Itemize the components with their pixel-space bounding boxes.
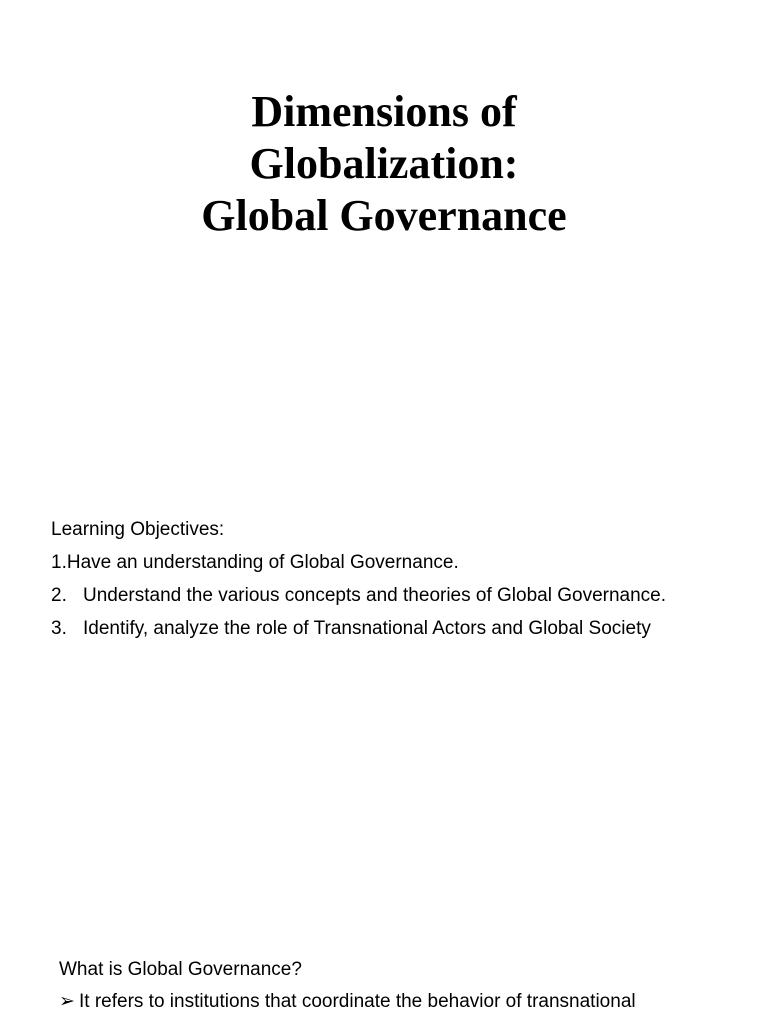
slide-title <box>0 0 768 500</box>
objective-item <box>51 617 741 641</box>
objective-number: 1. <box>51 552 67 573</box>
question-heading: What is Global Governance? <box>59 959 302 980</box>
arrowhead-bullet-icon: ➢ <box>59 991 75 1012</box>
objective-item <box>51 584 741 608</box>
objectives-list <box>51 518 741 650</box>
definition-section <box>59 958 759 1014</box>
objective-number: 2. <box>51 585 67 606</box>
objectives-heading: Learning Objectives: <box>51 519 225 540</box>
title-line-2: Globalization: <box>249 139 519 188</box>
objective-text: Understand the various concepts and theories of Global Governance. <box>83 585 667 606</box>
definition-text: It refers to institutions that coordinate the behavior of transnational <box>79 991 636 1012</box>
slide-what-is-global-governance <box>0 940 768 1024</box>
objective-number: 3. <box>51 618 67 639</box>
objective-text: Identify, analyze the role of Transnational Actors and Global Society <box>83 618 651 639</box>
title-line-3: Global Governance <box>201 191 567 240</box>
title-line-1: Dimensions of <box>251 87 517 136</box>
objective-item <box>51 551 741 575</box>
page-title <box>0 86 768 242</box>
definition-bullet <box>59 990 759 1014</box>
slide-learning-objectives <box>0 500 768 940</box>
objective-text: Have an understanding of Global Governance. <box>66 552 459 573</box>
